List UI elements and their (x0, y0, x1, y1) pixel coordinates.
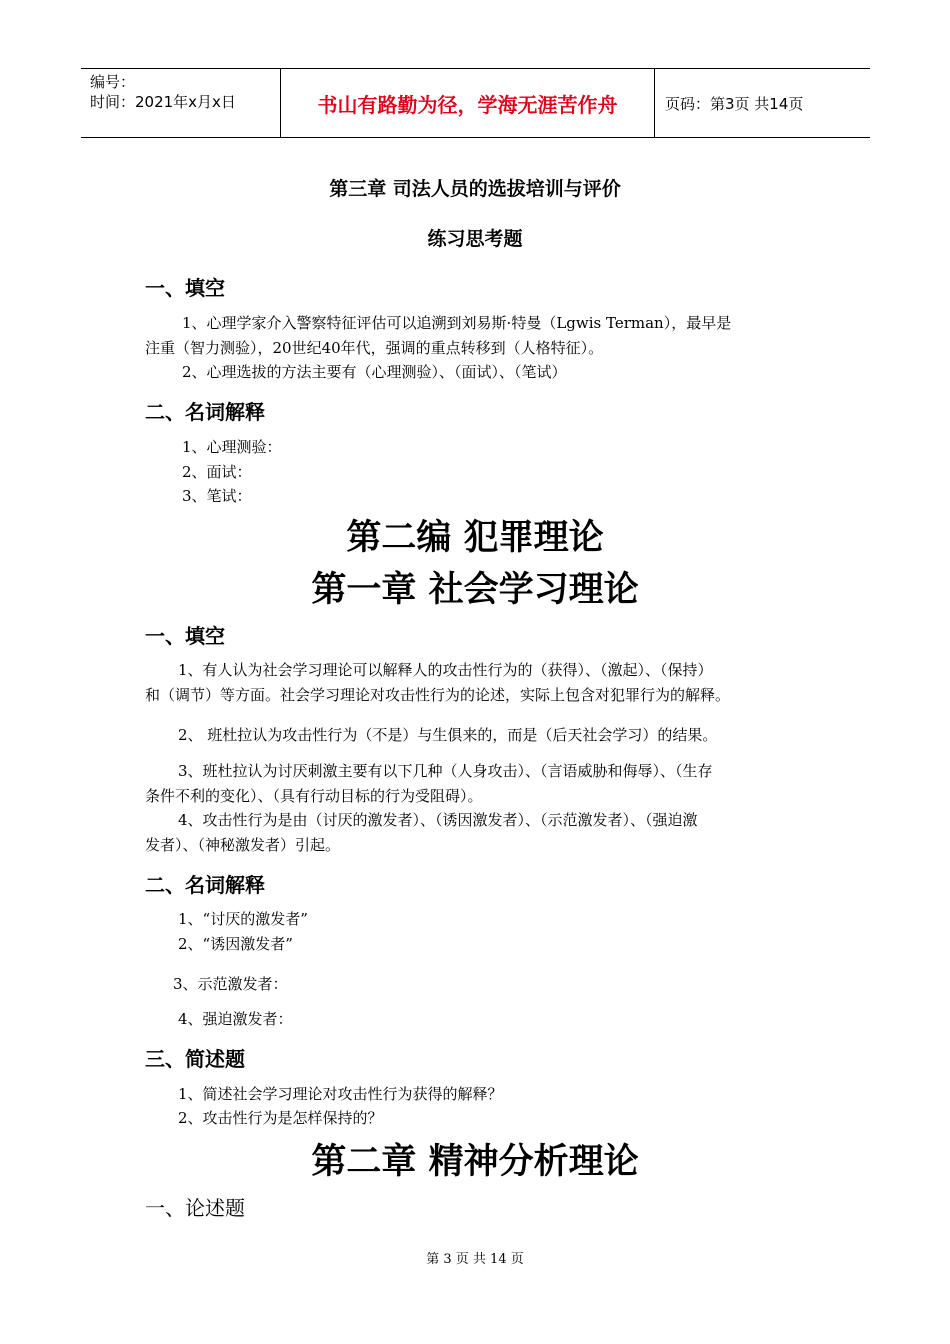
list-item: 3、笔试： (182, 487, 252, 505)
header-table (81, 68, 870, 138)
paragraph-line: 1、有人认为社会学习理论可以解释人的攻击性行为的（获得）、（激起）、（保持） (178, 661, 713, 679)
header-info-cell (81, 69, 281, 137)
chapter1-title: 第一章 社会学习理论 (311, 570, 639, 610)
list-item: 3、示范激发者： (173, 975, 288, 993)
list-item: 1、简述社会学习理论对攻击性行为获得的解释？ (178, 1085, 503, 1103)
paragraph-line: 4、攻击性行为是由（讨厌的激发者）、（诱因激发者）、（示范激发者）、（强迫激 (178, 811, 698, 829)
list-item: 4、强迫激发者： (178, 1010, 293, 1028)
section-heading: 三、简述题 (145, 1047, 245, 1071)
section-heading: 一、填空 (145, 624, 225, 648)
list-item: 2、攻击性行为是怎样保持的？ (178, 1109, 383, 1127)
list-item: 1、心理测验： (182, 438, 282, 456)
paragraph-line: 3、班杜拉认为讨厌刺激主要有以下几种（人身攻击）、（言语威胁和侮辱）、（生存 (178, 762, 713, 780)
time-label: 时间：2021年x月x日 (90, 93, 236, 111)
paragraph-line: 注重（智力测验），20世纪40年代，强调的重点转移到（人格特征）。 (145, 339, 604, 357)
paragraph-line: 发者）、（神秘激发者）引起。 (145, 836, 341, 854)
section-heading: 二、名词解释 (145, 400, 265, 424)
chapter2-title: 第二章 精神分析理论 (311, 1142, 639, 1182)
header-motto: 书山有路勤为径，学海无涯苦作舟 (281, 69, 655, 137)
section-heading: 二、名词解释 (145, 873, 265, 897)
part-title: 第二编 犯罪理论 (346, 518, 604, 558)
paragraph-line: 条件不利的变化）、（具有行动目标的行为受阻碍）。 (145, 787, 483, 805)
serial-label: 编号： (90, 73, 136, 91)
list-item: 1、“讨厌的激发者” (178, 910, 308, 928)
paragraph-line: 2、心理选拔的方法主要有（心理测验）、（面试）、（笔试） (182, 363, 567, 381)
paragraph-line: 2、 班杜拉认为攻击性行为（不是）与生俱来的，而是（后天社会学习）的结果。 (178, 726, 718, 744)
chapter3-title: 第三章 司法人员的选拔培训与评价 (329, 178, 621, 200)
paragraph-line: 和（调节）等方面。社会学习理论对攻击性行为的论述，实际上包含对犯罪行为的解释。 (145, 686, 731, 704)
section-heading: 一、填空 (145, 276, 225, 300)
section-heading: 一、论述题 (145, 1196, 245, 1220)
header-page-label: 页码：第3页 共14页 (665, 94, 804, 113)
page-footer: 第 3 页 共 14 页 (426, 1252, 524, 1267)
list-item: 2、“诱因激发者” (178, 935, 293, 953)
paragraph-line: 1、心理学家介入警察特征评估可以追溯到刘易斯·特曼（Lgwis Terman），最早是 (182, 314, 732, 332)
list-item: 2、面试： (182, 463, 252, 481)
chapter3-subtitle: 练习思考题 (427, 228, 523, 250)
